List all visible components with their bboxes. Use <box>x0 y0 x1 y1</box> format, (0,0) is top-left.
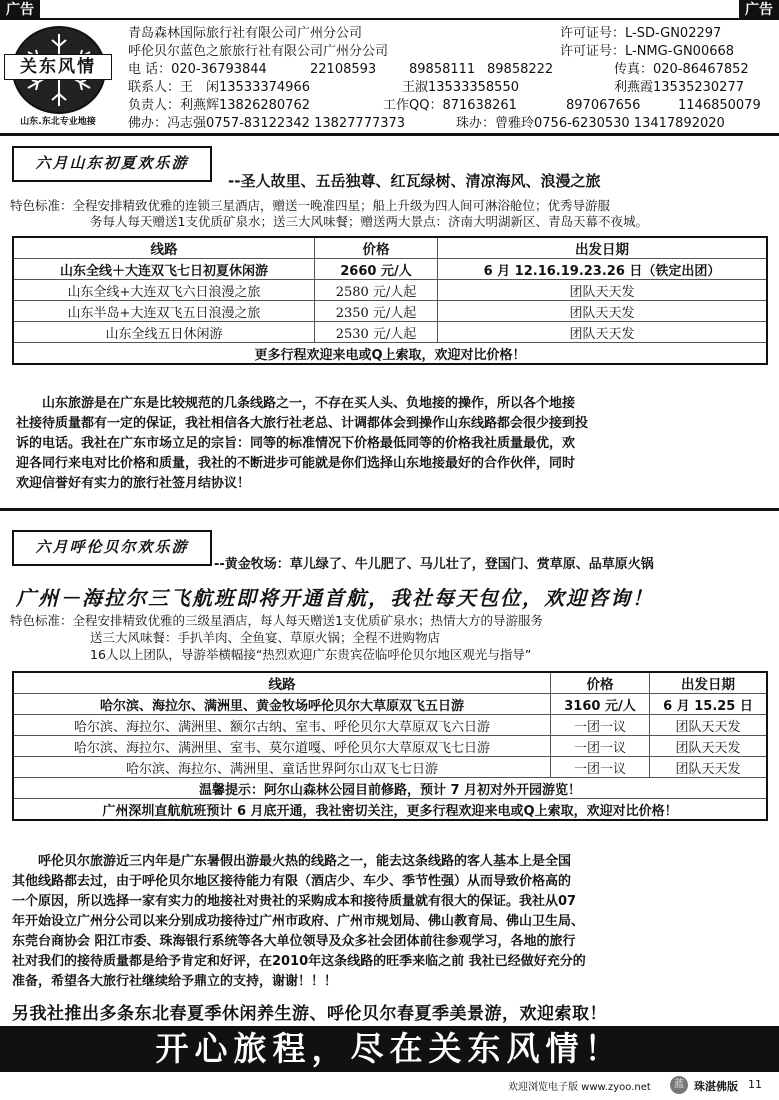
qq-1: 工作QQ：871638261 <box>383 98 517 113</box>
section-separator <box>0 508 779 511</box>
table-row <box>13 694 767 715</box>
route-cell: 山东全线+大连双飞六日浪漫之旅 <box>13 280 315 301</box>
col-departure: 出发日期 <box>438 237 768 259</box>
date-cell: 6 月 12.16.19.23.26 日（铁定出团） <box>438 259 768 280</box>
para-line: 东莞台商协会 阳江市委、珠海银行系统等各大单位领导及众多社会团体前往参观学习，各地的旅行 <box>12 934 576 949</box>
date-cell: 团队天天发 <box>650 715 768 736</box>
date-cell: 团队天天发 <box>650 736 768 757</box>
license-2: 许可证号：L-NMG-GN00668 <box>560 44 735 59</box>
route-cell: 哈尔滨、海拉尔、满洲里、额尔古纳、室韦、呼伦贝尔大草原双飞六日游 <box>13 715 551 736</box>
fax-number: 传真：020-86467852 <box>614 62 749 77</box>
route-cell: 山东半岛+大连双飞五日浪漫之旅 <box>13 301 315 322</box>
col-departure: 出发日期 <box>650 672 768 694</box>
price-cell: 2530 元/人起 <box>315 322 438 343</box>
date-cell: 团队天天发 <box>438 322 768 343</box>
table-row <box>13 736 767 757</box>
para-line: 欢迎信誉好有实力的旅行社签月结协议！ <box>16 476 251 491</box>
table-note-2: 广州深圳直航航班预计 6 月底开通，我社密切关注，更多行程欢迎来电或Q上索取，欢迎对比价格！ <box>13 799 767 821</box>
table-note-1: 温馨提示：阿尔山森林公园目前修路，预计 7 月初对外开园游览！ <box>13 778 767 799</box>
price-cell: 2350 元/人起 <box>315 301 438 322</box>
hulunbuir-feature-3: 16人以上团队，导游举横幅接“热烈欢迎广东贵宾莅临呼伦贝尔地区观光与指导” <box>90 647 532 662</box>
ad-label-left: 广告 <box>0 0 40 20</box>
foshan-office: 佛办：冯志强0757-83122342 13827777373 <box>128 116 406 131</box>
shandong-description <box>16 394 764 494</box>
contact-2: 王淑13533358550 <box>402 80 519 95</box>
slogan-banner: 开心旅程，尽在关东风情！ <box>0 1026 779 1072</box>
price-cell: 一团一议 <box>551 757 650 778</box>
shandong-slogan: --圣人故里、五岳独尊、红瓦绿树、清凉海风、浪漫之旅 <box>228 172 601 190</box>
table-row <box>13 280 767 301</box>
shandong-badge: 六月山东初夏欢乐游 <box>12 146 212 182</box>
route-cell: 哈尔滨、海拉尔、满洲里、室韦、莫尔道嘎、呼伦贝尔大草原双飞七日游 <box>13 736 551 757</box>
footer-edition: 珠湛佛版 <box>694 1080 738 1093</box>
ad-label-right: 广告 <box>739 0 779 20</box>
hulunbuir-route-table <box>12 671 768 821</box>
price-cell: 2660 元/人 <box>315 259 438 280</box>
phone-main: 电 话：020-36793844 <box>128 62 267 77</box>
phone-2: 22108593 <box>310 62 377 77</box>
page-number: 11 <box>748 1078 762 1091</box>
para-line: 山东旅游是在广东是比较规范的几条线路之一，不存在买人头、负地接的操作，所以各个地接 <box>16 396 576 411</box>
qq-3: 1146850079 <box>678 98 761 113</box>
table-row <box>13 301 767 322</box>
hulunbuir-badge: 六月呼伦贝尔欢乐游 <box>12 530 212 566</box>
para-line: 准备，希望各大旅行社继续给予鼎立的支持，谢谢！！！ <box>12 974 338 989</box>
col-price: 价格 <box>315 237 438 259</box>
table-header-row <box>13 672 767 694</box>
license-1: 许可证号：L-SD-GN02297 <box>560 26 722 41</box>
date-cell: 团队天天发 <box>438 301 768 322</box>
price-cell: 3160 元/人 <box>551 694 650 715</box>
route-cell: 山东全线五日休闲游 <box>13 322 315 343</box>
hulunbuir-feature-1: 特色标准：全程安排精致优雅的三级星酒店，每人每天赠送1支优质矿泉水；热情大方的导游服务 <box>10 613 543 628</box>
para-line: 呼伦贝尔旅游近三内年是广东暑假出游最火热的线路之一，能去这条线路的客人基本上是全国 <box>12 854 572 869</box>
para-line: 迎各同行来电对比价格和质量，我社的不断进步可能就是你们选择山东地接最好的合作伙伴，同时 <box>16 456 576 471</box>
company-name-2: 呼伦贝尔蓝色之旅旅行社有限公司广州分公司 <box>128 44 389 59</box>
promo-line: 另我社推出多条东北春夏季休闲养生游、呼伦贝尔春夏季美景游，欢迎索取！ <box>12 1004 607 1024</box>
para-line: 社接待质量都有一定的保证，我社相信各大旅行社老总、计调都体会到操作山东线路都会很少接到投 <box>16 416 589 431</box>
hulunbuir-flight-banner: 广州－海拉尔三飞航班即将开通首航，我社每天包位，欢迎咨询！ <box>16 586 654 610</box>
footer-website: 欢迎浏览电子版 www.zyoo.net <box>508 1082 651 1093</box>
logo-text: 关东风情 <box>4 54 112 80</box>
manager-contact: 负责人：利燕辉13826280762 <box>128 98 310 113</box>
table-note-row <box>13 778 767 799</box>
hulunbuir-feature-2: 送三大风味餐：手扒羊肉、全鱼宴、草原火锅；全程不进购物店 <box>90 630 441 645</box>
contact-3: 利燕霞13535230277 <box>614 80 744 95</box>
company-logo <box>4 24 112 128</box>
table-note-row <box>13 343 767 365</box>
shandong-feature-1: 特色标准：全程安排精致优雅的连锁三星酒店，赠送一晚准四星；船上升级为四人间可淋浴舱位；优秀导游服 <box>10 198 611 213</box>
shandong-feature-2: 务每人每天赠送1支优质矿泉水；送三大风味餐；赠送两大景点：济南大明湖新区、青岛天幕不夜城。 <box>90 214 648 229</box>
table-header-row <box>13 237 767 259</box>
hulunbuir-description <box>12 852 768 992</box>
table-note-row <box>13 799 767 821</box>
logo-subtitle: 山东.东北专业地接 <box>20 117 96 127</box>
route-cell: 哈尔滨、海拉尔、满洲里、童话世界阿尔山双飞七日游 <box>13 757 551 778</box>
para-line: 其他线路都去过，由于呼伦贝尔地区接待能力有限（酒店少、车少、季节性强）从而导致价格高的 <box>12 874 572 889</box>
newspaper-logo-icon: 蓝 <box>670 1076 688 1094</box>
col-route: 线路 <box>13 672 551 694</box>
price-cell: 一团一议 <box>551 715 650 736</box>
table-row <box>13 322 767 343</box>
table-row <box>13 259 767 280</box>
route-cell: 山东全线＋大连双飞七日初夏休闲游 <box>13 259 315 280</box>
para-line: 诉的电话。我社在广东市场立足的宗旨：同等的标准情况下价格最低同等的价格我社质量最优，欢 <box>16 436 576 451</box>
phone-3: 89858111 <box>409 62 476 77</box>
col-price: 价格 <box>551 672 650 694</box>
price-cell: 一团一议 <box>551 736 650 757</box>
zhuhai-office: 珠办：曾雅玲0756-6230530 13417892020 <box>456 116 725 131</box>
para-line: 社对我们的接待质量都是给予肯定和好评，在2010年这条线路的旺季来临之前 我社已经做好充分的 <box>12 954 586 969</box>
price-cell: 2580 元/人起 <box>315 280 438 301</box>
date-cell: 团队天天发 <box>438 280 768 301</box>
company-name-1: 青岛森林国际旅行社有限公司广州分公司 <box>128 26 363 41</box>
para-line: 一个原因，所以选择一家有实力的地接社对贵社的采购成本和接待质量就有很大的保证。我社从07 <box>12 894 577 909</box>
top-rule <box>0 18 779 20</box>
table-row <box>13 757 767 778</box>
table-row <box>13 715 767 736</box>
table-note: 更多行程欢迎来电或Q上索取，欢迎对比价格！ <box>13 343 767 365</box>
phone-4: 89858222 <box>487 62 554 77</box>
shandong-route-table <box>12 236 768 365</box>
route-cell: 哈尔滨、海拉尔、满洲里、黄金牧场呼伦贝尔大草原双飞五日游 <box>13 694 551 715</box>
date-cell: 团队天天发 <box>650 757 768 778</box>
contact-1: 联系人：王 闲13533374966 <box>128 80 310 95</box>
hulunbuir-slogan: --黄金牧场：草儿绿了、牛儿肥了、马儿壮了，登国门、赏草原、品草原火锅 <box>214 557 654 572</box>
col-route: 线路 <box>13 237 315 259</box>
para-line: 年开始设立广州分公司以来分别成功接待过广州市政府、广州市规划局、佛山教育局、佛山卫生局、 <box>12 914 585 929</box>
qq-2: 897067656 <box>566 98 641 113</box>
date-cell: 6 月 15.25 日 <box>650 694 768 715</box>
header-separator <box>0 133 779 136</box>
